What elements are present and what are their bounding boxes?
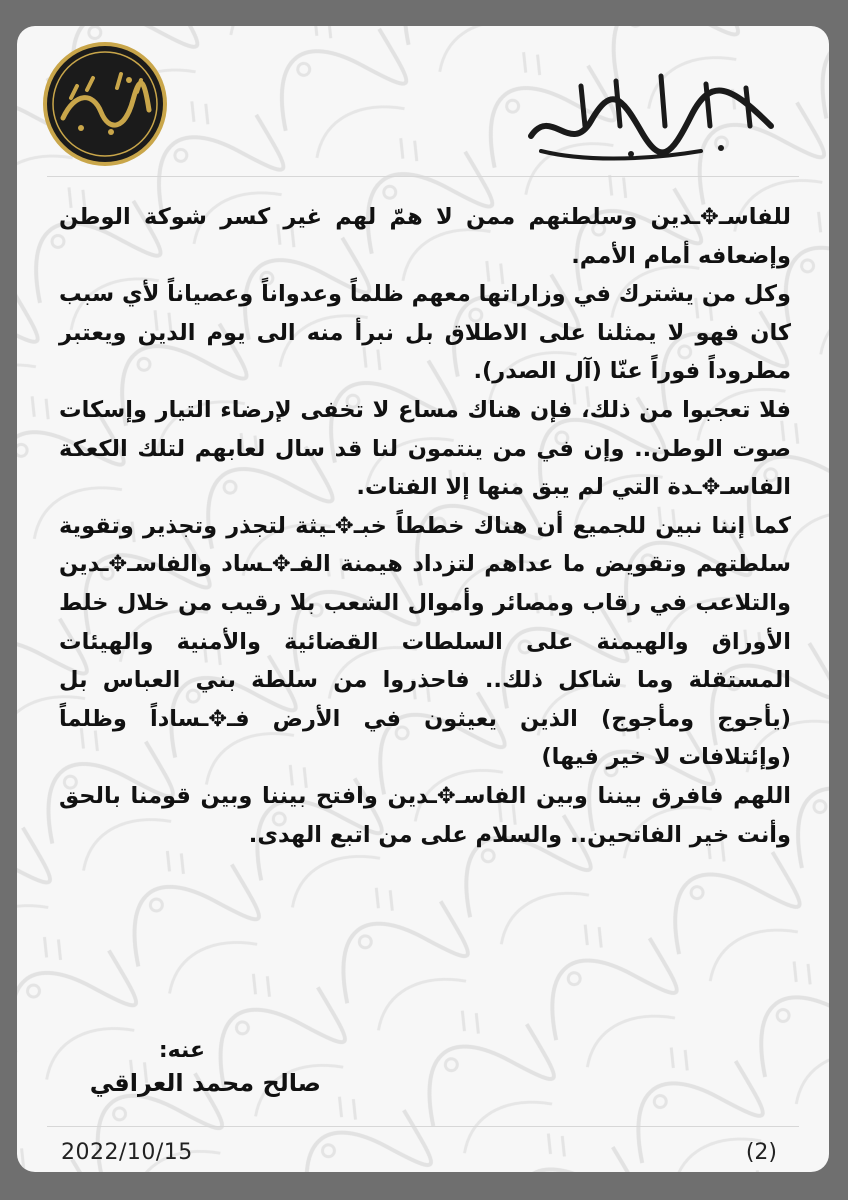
footer-divider bbox=[47, 1126, 799, 1127]
seal-logo bbox=[41, 40, 169, 168]
paragraph: اللهم فافرق بيننا وبين الفاسـ✥ـدين وافتح بيننا وبين قومنا بالحق وأنت خير الفاتحين.. والسلام على من اتبع الهدى. bbox=[59, 782, 791, 848]
paragraph: وكل من يشترك في وزاراتها معهم ظلماً وعدواناً وعصياناً لأي سبب كان فهو لا يمثلنا على الاطلاق بل نبرأ منه الى يوم الدين ويعتبر مطروداً فوراً عنّا (آل الصدر). bbox=[59, 281, 791, 385]
header-divider bbox=[47, 176, 799, 177]
paragraph: فلا تعجبوا من ذلك، فإن هناك مساع لا تخفى لإرضاء التيار وإسكات صوت الوطن.. وإن في من ينتمون لنا قد سال لعابهم لتلك الكعكة الفاسـ✥ـدة التي لم يبق منها إلا الفتات. bbox=[59, 396, 791, 501]
paragraph: كما إننا نبين للجميع أن هناك خططاً خبـ✥ـيثة لتجذر وتجذير وتقوية سلطتهم وتقويض ما عداهم لتزداد هيمنة الفـ✥ـساد والفاسـ✥ـدين والتلاعب في رقاب ومصائر وأموال الشعب بلا رقيب من خلال خلط الأوراق والهيمنة على السلطات القضائية والأمنية والهيئات المستقلة وما شاكل ذلك.. فاحذروا من سلطة بني العباس بل (يأجوج ومأجوج) الذين يعيثون في الأرض فـ✥ـساداً وظلماً (وإئتلافات لا خير فيها) bbox=[59, 512, 791, 771]
statement-body bbox=[59, 198, 791, 854]
calligraphy-signature-logo bbox=[521, 66, 781, 166]
document-date: 2022/10/15 bbox=[61, 1140, 193, 1165]
document-page bbox=[17, 26, 829, 1172]
paragraph: للفاسـ✥ـدين وسلطتهم ممن لا همّ لهم غير كسر شوكة الوطن وإضعافه أمام الأمم. bbox=[59, 204, 791, 269]
page-number: (2) bbox=[745, 1140, 777, 1165]
signature-label: عنه: bbox=[158, 1038, 205, 1063]
signature-name: صالح محمد العراقي bbox=[89, 1069, 321, 1097]
signature-block bbox=[61, 1038, 321, 1097]
